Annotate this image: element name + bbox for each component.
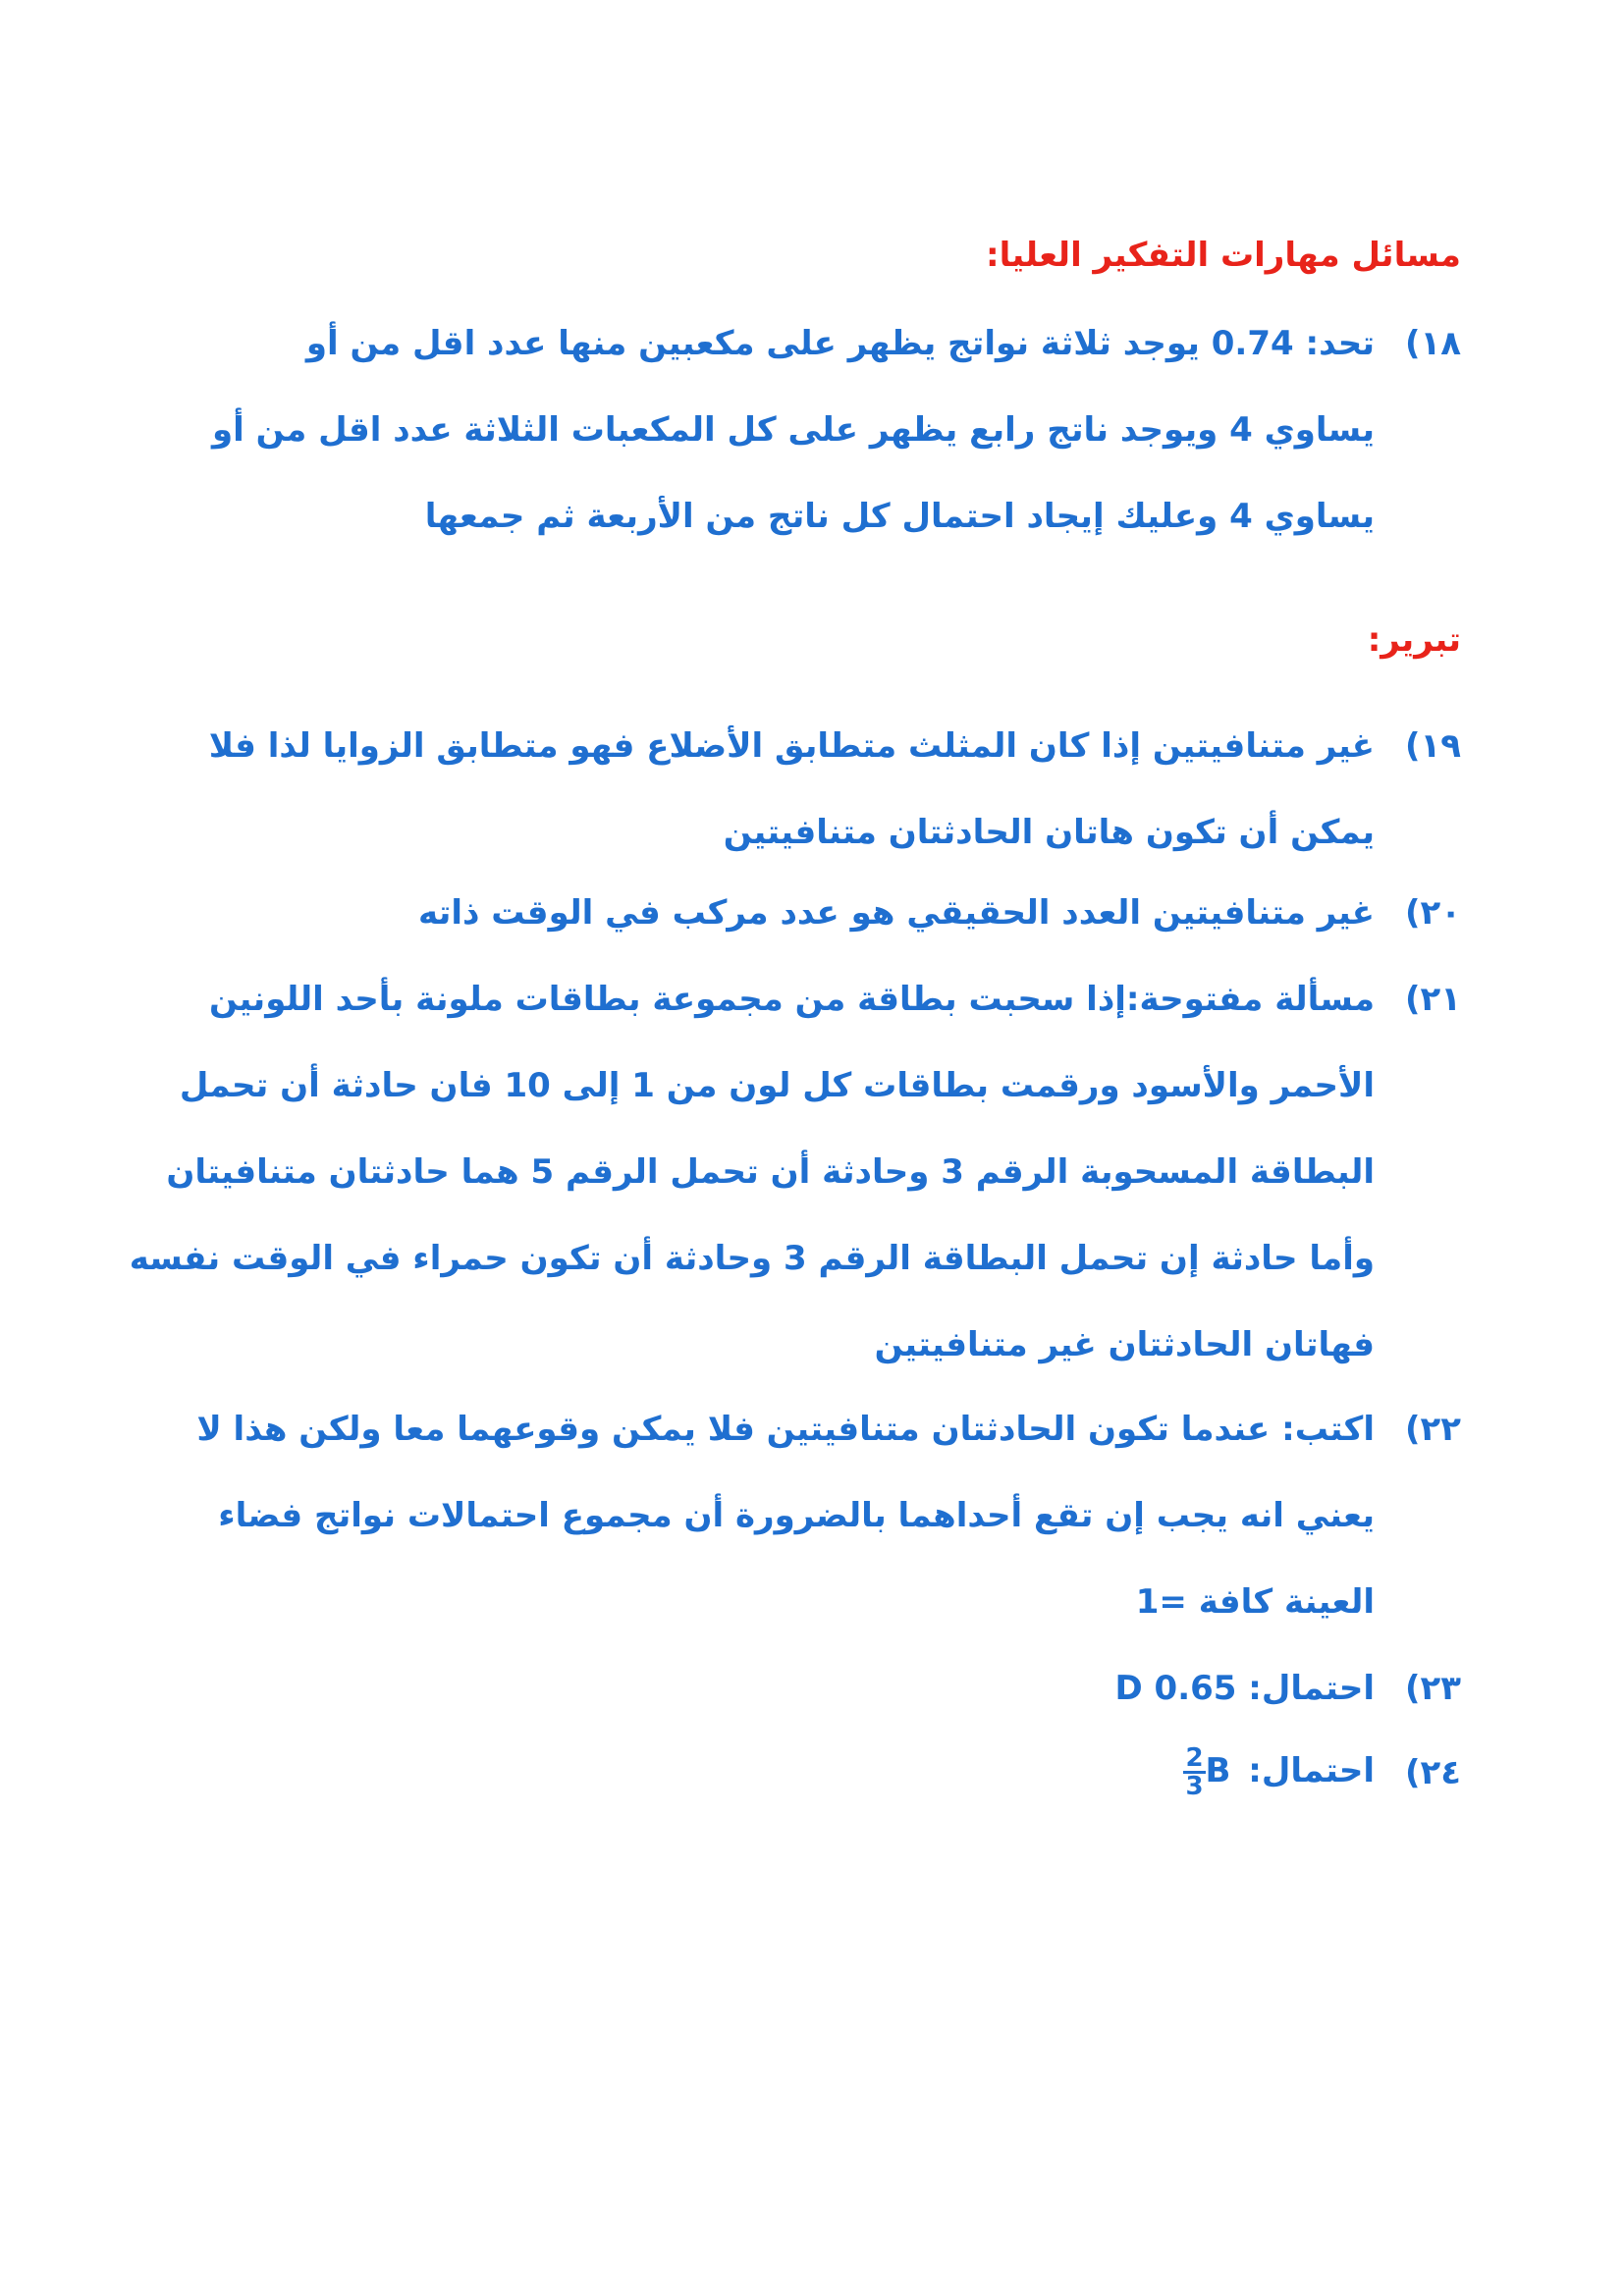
question-19 [147,726,1461,864]
question-number: ٢١) [1404,980,1461,1019]
question-number: ١٨) [1404,324,1461,363]
answer-line: تحد: 0.74 يوجد ثلاثة نواتج يظهر على مكعبين منها عدد اقل من أو [305,324,1375,363]
fraction-denominator: 3 [1185,1772,1204,1801]
question-number: ٢٢) [1404,1410,1461,1449]
answer-line: يعني انه يجب إن تقع أحداهما بالضرورة أن مجموع احتمالات نواتج فضاء [218,1496,1375,1535]
question-20 [147,893,1461,952]
answer-line: يمكن أن تكون هاتان الحادثتان متنافيتين [723,813,1375,852]
question-22 [147,1410,1461,1645]
question-24 [147,1745,1461,1824]
question-number: ٢٤) [1404,1753,1461,1792]
answer-letter: B [1205,1751,1231,1790]
question-number: ٢٠) [1404,893,1461,933]
answer-line: العينة كافة =1 [1135,1582,1375,1622]
answer-line: وأما حادثة إن تحمل البطاقة الرقم 3 وحادثة أن تكون حمراء في الوقت نفسه [129,1239,1375,1278]
section-title-justify: تبرير: [1367,620,1461,660]
answer-line: غير متنافيتين إذا كان المثلث متطابق الأضلاع فهو متطابق الزوايا لذا فلا [208,726,1375,766]
fraction [1183,1745,1205,1799]
answer-line: فهاتان الحادثتان غير متنافيتين [874,1325,1375,1364]
question-23 [147,1669,1461,1728]
question-number: ٢٣) [1404,1669,1461,1708]
fraction-numerator: 2 [1185,1743,1204,1773]
section-title-hots: مسائل مهارات التفكير العليا: [985,236,1461,275]
answer-line: يساوي 4 ويوجد ناتج رابع يظهر على كل المكعبات الثلاثة عدد اقل من أو [212,410,1375,450]
question-number: ١٩) [1404,726,1461,766]
answer-line: اكتب: عندما تكون الحادثتان متنافيتين فلا يمكن وقوعهما معا ولكن هذا لا [196,1410,1375,1449]
question-18 [147,324,1461,550]
answer-line: يساوي 4 وعليك إيجاد احتمال كل ناتج من الأربعة ثم جمعها [424,497,1375,536]
fraction-answer [1181,1745,1230,1799]
question-21 [129,980,1461,1392]
answer-line [1181,1745,1375,1799]
answer-label: احتمال: [1248,1751,1375,1790]
answer-line: مسألة مفتوحة:إذا سحبت بطاقة من مجموعة بطاقات ملونة بأحد اللونين [208,980,1375,1019]
answer-line: البطاقة المسحوبة الرقم 3 وحادثة أن تحمل الرقم 5 هما حادثتان متنافيتان [166,1152,1375,1192]
answer-line: غير متنافيتين العدد الحقيقي هو عدد مركب في الوقت ذاته [417,893,1375,933]
answer-line: الأحمر والأسود ورقمت بطاقات كل لون من 1 إلى 10 فان حادثة أن تحمل [179,1066,1375,1105]
answer-line: احتمال: D 0.65 [1114,1669,1375,1708]
